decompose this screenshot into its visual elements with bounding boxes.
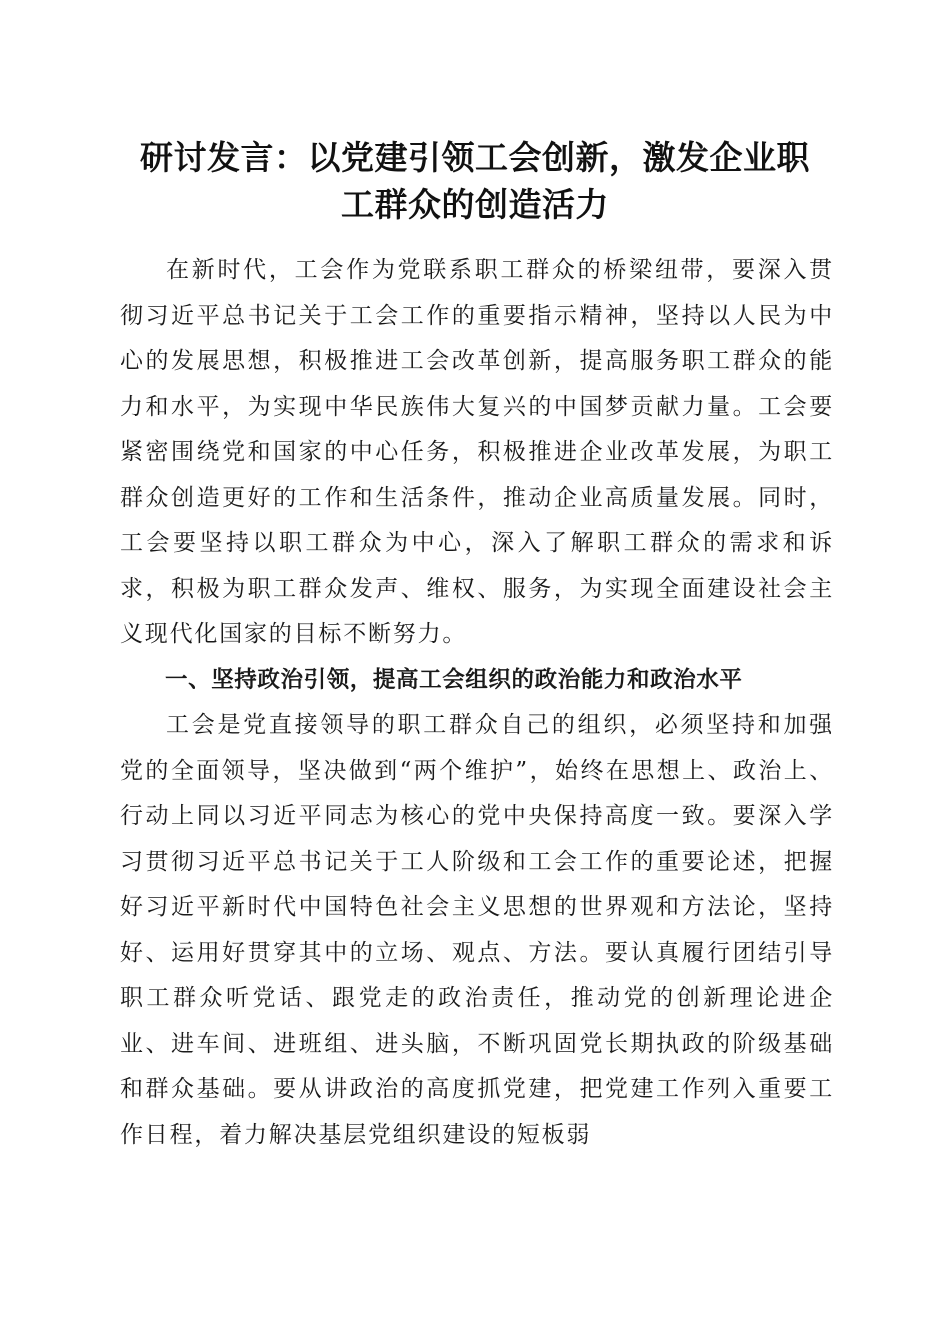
title-line-1: 研讨发言：以党建引领工会创新，激发企业职 — [140, 138, 810, 177]
title-line-2: 工群众的创造活力 — [341, 185, 609, 224]
intro-paragraph: 在新时代，工会作为党联系职工群众的桥梁纽带，要深入贯彻习近平总书记关于工会工作的重要指示精神，坚持以人民为中心的发展思想，积极推进工会改革创新，提高服务职工群众的能力和水平，为实现中华民族伟大复兴的中国梦贡献力量。工会要紧密围绕党和国家的中心任务，积极推进企业改革发展，为职工群众创造更好的工作和生活条件，推动企业高质量发展。同时，工会要坚持以职工群众为中心，深入了解职工群众的需求和诉求，积极为职工群众发声、维权、服务，为实现全面建设社会主义现代化国家的目标不断努力。 — [120, 257, 834, 647]
section-paragraph: 工会是党直接领导的职工群众自己的组织，必须坚持和加强党的全面领导，坚决做到“两个维护”，始终在思想上、政治上、行动上同以习近平同志为核心的党中央保持高度一致。要深入学习贯彻习近平总书记关于工人阶级和工会工作的重要论述，把握好习近平新时代中国特色社会主义思想的世界观和方法论，坚持好、运用好贯穿其中的立场、观点、方法。要认真履行团结引导职工群众听党话、跟党走的政治责任，推动党的创新理论进企业、进车间、进班组、进头脑，不断巩固党长期执政的阶级基础和群众基础。要从讲政治的高度抓党建，把党建工作列入重要工作日程，着力解决基层党组织建设的短板弱 — [120, 712, 834, 1148]
document-title — [110, 134, 840, 228]
section-heading: 一、坚持政治引领，提高工会组织的政治能力和政治水平 — [165, 666, 743, 693]
document-body — [120, 248, 834, 1158]
